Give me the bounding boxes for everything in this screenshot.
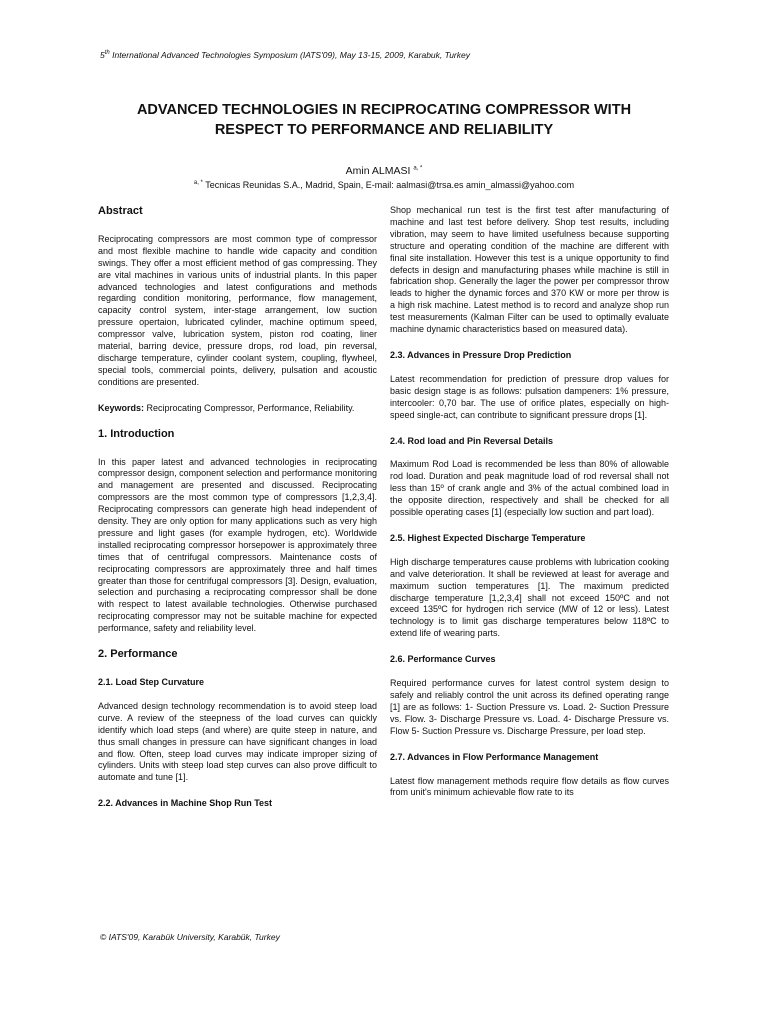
keywords-label: Keywords: [98,402,145,413]
section-2-3-text: Latest recommendation for prediction of pressure drop values for basic design stage is as follows: pulsation dampeners: 1% pressure, intercooler: 0,70 bar. The use of orifice plates, especially on high-speed single-act, can contribute to significant pressure drops [1]. [390,373,669,420]
keywords [98,403,377,415]
abstract-text: Reciprocating compressors are most common type of compressor and most flexible machine to handle wide capacity and condition swings. They offer a most efficient method of gas compressing. They are vital machines in various units of industrial plants. In this paper advanced technologies and latest configurations and methods regarding condition monitoring, performance, flow management, capacity control system, inter-stage arrangement, low suction pressure opertaion, lubricated cylinder, machine optimum speed, compressor valve, lubrication system, piston rod coating, liner material, barring device, pressure drops, rod load, pin reversal, discharge temperature, cylinder coolant system, coupling, flywheel, special tools, commercial points, delivery, pulsation and acoustic conditions are presented. [98,233,377,387]
section-2-7-heading: 2.7. Advances in Flow Performance Management [390,751,599,762]
section-2-1-text: Advanced design technology recommendation is to avoid steep load curve. A review of the steepness of the load curves can quickly identify which load steps (and where) are quite steep in nature, and thus small changes in pressure can have significant changes in load and flow. Often, steep load curves may indicate improper sizing of cylinders. Units with steep load step curves can also prove difficult to automate and tune [1]. [98,700,377,783]
section-2-7-text: Latest flow management methods require flow details as flow curves from unit's minimum achievable flow rate to its [390,775,669,798]
section-2-4-text: Maximum Rod Load is recommended be less than 80% of allowable rod load. Duration and peak magnitude load of rod reversal shall not less than 15º of crank angle and 3% of the actual combined load in the opposite direction, respectively and shall be checked for all possible operating cases [1] (especially low suction and part load). [390,459,669,518]
section-2-3-heading: 2.3. Advances in Pressure Drop Prediction [390,349,572,360]
conference-header [100,50,470,60]
section-2-4-heading: 2.4. Rod load and Pin Reversal Details [390,435,554,446]
title-line-2: RESPECT TO PERFORMANCE AND RELIABILITY [214,122,554,138]
section-2-6-heading: 2.6. Performance Curves [390,654,496,665]
section-2-2-heading: 2.2. Advances in Machine Shop Run Test [98,798,273,809]
header-text: International Advanced Technologies Symposium (IATS'09), May 13-15, 2009, Karabuk, Turkey [109,50,470,60]
section-2-5-text: High discharge temperatures cause problems with lubrication cooking and valve deterioration. It shall be reviewed at least for average and maximum suction temperatures [1]. The maximum predicted discharge temperature [1,2,3,4] shall not exceed 150ºC and not exceed 135ºC for hydrogen rich service (MW of 12 or less). Latest technology is to limit gas discharge temperatures below 118ºC to extend life of wearing parts. [390,556,669,639]
left-column [98,206,377,822]
author-name: Amin ALMASI [345,165,411,177]
header-sup: th [104,50,110,57]
section-2-2-text: Shop mechanical run test is the first test after manufacturing of machine and last test before delivery. Shop test results, including vibration, may seem to have limited usefulness because supporting structure and operating condition of the machine are different with final site installation. However this test is a unique opportunity to find defects in design and manufacturing phases while machine is still in fabrication shop. Generally the lager the power per compressor throw leads to higher the dynamic forces and 370 KW or more per throw is a high risk machine. Latest method is to record and analyze shop run test measurements (Kalman Filter can be used to optimally evaluate machine dynamic characteristics based on measured data). [390,205,669,335]
affiliation-sup: a, * [193,180,203,186]
right-column [390,205,669,813]
intro-heading: 1. Introduction [98,427,175,440]
page-footer: © IATS'09, Karabük University, Karabük, Turkey [100,932,280,942]
abstract-heading: Abstract [98,205,143,217]
author [0,165,768,177]
intro-text: In this paper latest and advanced technologies in reciprocating compressor design, component selection and performance monitoring and management are presented and discussed. Reciprocating compressors are the most common type of compressors [1,2,3,4]. Reciprocating compressors can generate high head independent of density. They are only option for many applications such as very high pressure and light gases (for example hydrogen, etc). Worldwide installed reciprocating compressor horsepower is approximately three times that of centrifugal compressors. Maintenance costs of reciprocating compressors are approximately three and half times greater than those for centrifugal compressors [3]. Design, evaluation, selection and purchasing a reciprocating compressor shall be done with respect to latest available technologies. Otherwise purchased reciprocating compressor may not be suitable machine for expected performance, safety and reliability level. [98,456,377,634]
keywords-text: Reciprocating Compressor, Performance, Reliability. [144,402,355,413]
section-2-5-heading: 2.5. Highest Expected Discharge Temperature [390,532,586,543]
section-2-1-heading: 2.1. Load Step Curvature [98,677,205,687]
header-number: 5 [100,50,105,60]
paper-title [70,100,698,140]
section-2-6-text: Required performance curves for latest control system design to safely and reliably control the unit across its defined operating range [1] are as follows: 1- Suction Pressure vs. Load. 2- Suction Pressure vs. Flow. 3- Discharge Pressure vs. Load. 4- Discharge Pressure vs. Flow 5- Suction Pressure vs. Discharge Pressure, per load step. [390,678,669,736]
title-line-1: ADVANCED TECHNOLOGIES IN RECIPROCATING COMPRESSOR WITH [136,102,632,118]
affiliation-text: Tecnicas Reunidas S.A., Madrid, Spain, E-mail: aalmasi@trsa.es amin_almassi@yahoo.com [202,180,575,190]
author-sup: a, * [413,165,423,172]
affiliation [0,180,768,190]
performance-heading: 2. Performance [98,648,178,661]
